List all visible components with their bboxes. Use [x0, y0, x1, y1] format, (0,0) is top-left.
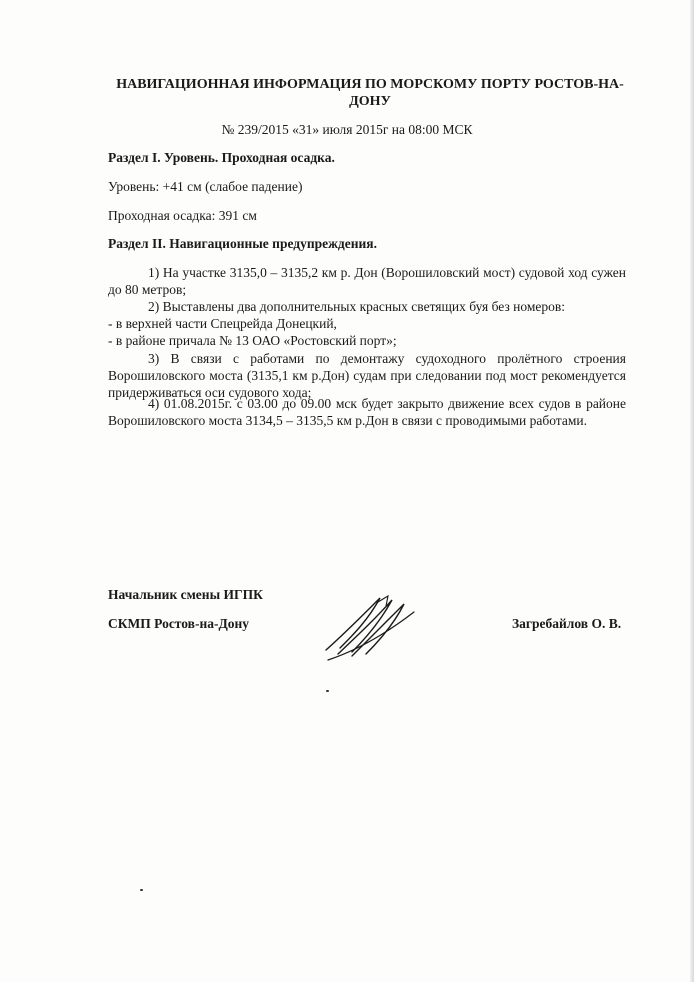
page-edge-shadow	[690, 0, 694, 982]
warning-item-2: 2) Выставлены два дополнительных красных светящих буя без номеров:	[148, 299, 566, 314]
scan-speck	[326, 690, 329, 692]
document-number-line: № 239/2015 «31» июля 2015г на 08:00 МСК	[221, 122, 473, 137]
document-title: НАВИГАЦИОННАЯ ИНФОРМАЦИЯ ПО МОРСКОМУ ПОРТУ РОСТОВ-НА-ДОНУ	[116, 77, 624, 109]
water-level-line: Уровень: +41 см (слабое падение)	[108, 179, 303, 194]
signatory-position-line1: Начальник смены ИГПК	[108, 587, 263, 602]
section2-heading: Раздел II. Навигационные предупреждения.	[108, 236, 377, 251]
warning-item-4: 4) 01.08.2015г. с 03.00 до 09.00 мск будет закрыто движение всех судов в районе Ворошиловского моста 3134,5 – 3135,5 км р.Дон в связи с проводимыми работами.	[108, 396, 626, 428]
handwritten-signature	[318, 590, 428, 665]
passage-draft-line: Проходная осадка: 391 см	[108, 208, 257, 223]
warning-item-2-sub1: - в верхней части Спецрейда Донецкий,	[108, 316, 337, 331]
scan-speck	[140, 889, 143, 891]
warning-item-1: 1) На участке 3135,0 – 3135,2 км р. Дон (Ворошиловский мост) судовой ход сужен до 80 метров;	[108, 265, 626, 297]
signatory-name: Загребайлов О. В.	[512, 616, 622, 631]
section1-heading: Раздел I. Уровень. Проходная осадка.	[108, 150, 335, 165]
warning-item-2-sub2: - в районе причала № 13 ОАО «Ростовский порт»;	[108, 333, 397, 348]
warning-item-3: 3) В связи с работами по демонтажу судоходного пролётного строения Ворошиловского моста (3135,1 км р.Дон) судам при следовании под мост рекомендуется придерживаться оси судового хода;	[108, 351, 626, 400]
signatory-position-line2: СКМП Ростов-на-Дону	[108, 616, 250, 631]
